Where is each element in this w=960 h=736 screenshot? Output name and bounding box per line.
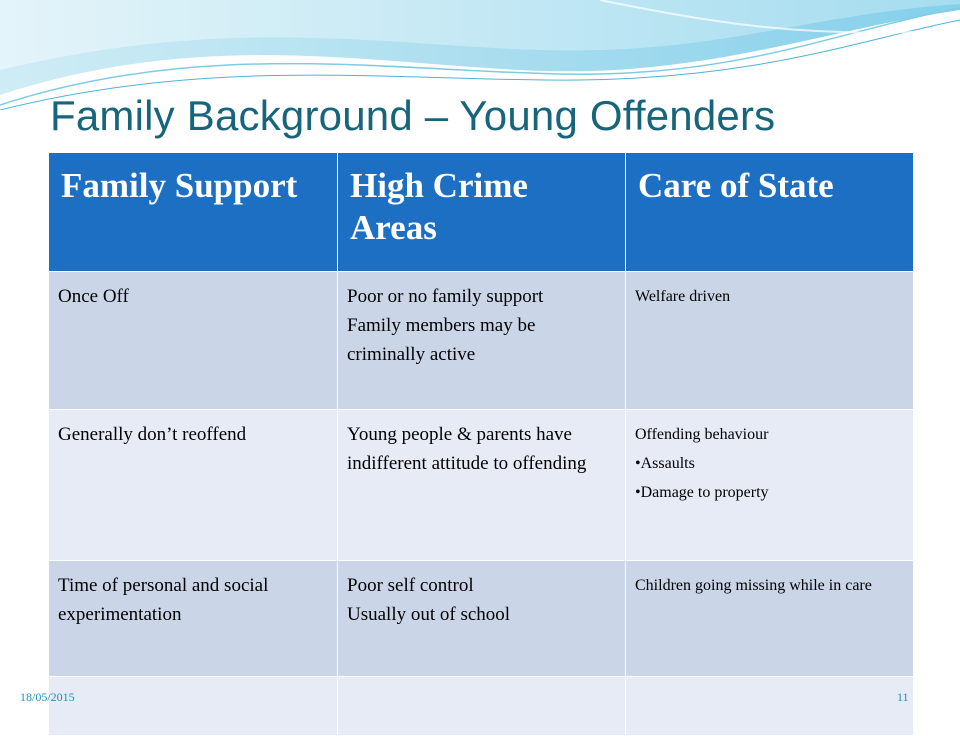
table-cell <box>626 561 914 677</box>
cell-text: Children going missing while in care <box>635 577 872 594</box>
header-high-crime-areas: High Crime Areas <box>338 153 626 272</box>
table-row <box>49 272 914 410</box>
table-row <box>49 677 914 736</box>
table-cell <box>626 677 914 736</box>
table-cell <box>49 677 338 736</box>
slide-number: 11 <box>897 690 909 704</box>
cell-text: Generally don’t reoffend <box>58 424 247 445</box>
cell-text: Young people & parents have indifferent attitude to offending <box>347 424 587 474</box>
data-table <box>48 152 914 736</box>
table-cell <box>338 272 626 410</box>
header-care-of-state: Care of State <box>626 153 914 272</box>
cell-text: Poor self control <box>347 575 474 596</box>
cell-text: Time of personal and social experimentation <box>58 575 269 625</box>
footer-date: 18/05/2015 <box>20 690 75 704</box>
cell-text: Family members may be criminally active <box>347 315 536 365</box>
cell-text: Offending behaviour <box>635 426 769 443</box>
table-row <box>49 410 914 561</box>
table-cell <box>338 561 626 677</box>
table-row <box>49 561 914 677</box>
table-cell <box>338 677 626 736</box>
cell-text: Usually out of school <box>347 604 511 625</box>
table-cell <box>49 410 338 561</box>
slide-title: Family Background – Young Offenders <box>50 92 776 139</box>
header-family-support: Family Support <box>49 153 338 272</box>
table-cell <box>626 272 914 410</box>
cell-text: Poor or no family support <box>347 286 544 307</box>
table-cell <box>49 272 338 410</box>
table-header-row <box>49 153 914 272</box>
table-cell <box>49 561 338 677</box>
bullet-item: •Assaults <box>635 455 695 472</box>
cell-text: Welfare driven <box>635 288 731 305</box>
bullet-item: •Damage to property <box>635 484 769 501</box>
cell-text: Once Off <box>58 286 129 307</box>
table-cell <box>626 410 914 561</box>
table-cell <box>338 410 626 561</box>
